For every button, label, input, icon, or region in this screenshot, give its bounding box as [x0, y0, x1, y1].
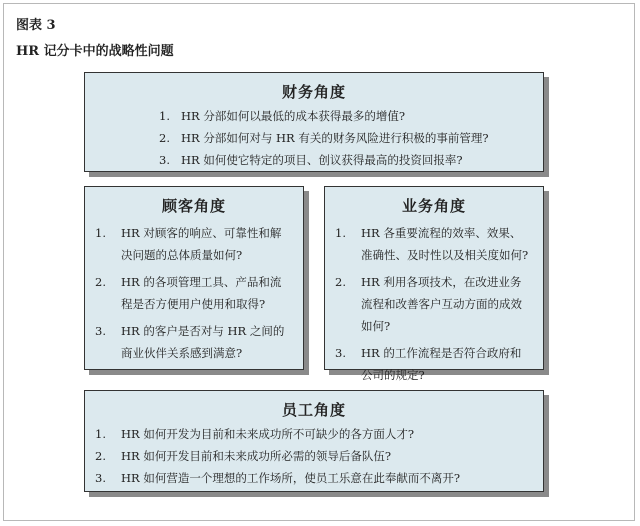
item-text: HR 的各项管理工具、产品和流程是否方便用户使用和取得? — [121, 275, 282, 311]
item-number: 2. — [159, 131, 170, 145]
item-number: 2. — [95, 275, 106, 289]
item-text: HR 如何开发目前和未来成功所必需的领导后备队伍? — [121, 449, 392, 463]
item-number: 1. — [335, 226, 346, 240]
item-text: HR 如何开发为目前和未来成功所不可缺少的各方面人才? — [121, 427, 415, 441]
item-number: 1. — [95, 226, 106, 240]
list-item — [85, 149, 543, 171]
item-number: 3. — [95, 471, 106, 485]
finance-question-list — [85, 105, 543, 171]
item-text: HR 分部如何以最低的成本获得最多的增值? — [181, 109, 406, 123]
list-item — [85, 127, 543, 149]
list-item — [85, 445, 543, 467]
customer-perspective-box — [84, 186, 304, 370]
item-text: HR 如何营造一个理想的工作场所，使员工乐意在此奉献而不离开? — [121, 471, 461, 485]
figure-title: HR 记分卡中的战略性问题 — [16, 44, 174, 59]
item-text: HR 的客户是否对与 HR 之间的商业伙伴关系感到满意? — [121, 324, 285, 360]
list-item — [325, 222, 543, 266]
item-text: HR 分部如何对与 HR 有关的财务风险进行积极的事前管理? — [181, 131, 489, 145]
item-text: HR 各重要流程的效率、效果、准确性、及时性以及相关度如何? — [361, 226, 529, 262]
customer-question-list — [85, 222, 303, 364]
business-perspective-box — [324, 186, 544, 382]
customer-perspective-title: 顾客角度 — [161, 197, 226, 215]
item-text: HR 如何使它特定的项目、创议获得最高的投资回报率? — [181, 153, 463, 167]
item-number: 3. — [335, 346, 346, 360]
list-item — [85, 105, 543, 127]
list-item — [85, 222, 303, 266]
item-number: 2. — [95, 449, 106, 463]
business-question-list — [325, 222, 543, 386]
figure-label: 图表 3 — [16, 18, 56, 33]
item-number: 2. — [335, 275, 346, 289]
finance-perspective-title: 财务角度 — [281, 83, 346, 101]
employee-perspective-box — [84, 390, 544, 492]
item-text: HR 利用各项技术，在改进业务流程和改善客户互动方面的成效如何? — [361, 275, 522, 333]
figure-frame — [3, 3, 635, 521]
business-perspective-title: 业务角度 — [401, 197, 466, 215]
list-item — [325, 342, 543, 386]
item-text: HR 对顾客的响应、可靠性和解决问题的总体质量如何? — [121, 226, 282, 262]
item-number: 3. — [159, 153, 170, 167]
list-item — [85, 467, 543, 489]
item-number: 1. — [159, 109, 170, 123]
item-number: 3. — [95, 324, 106, 338]
item-number: 1. — [95, 427, 106, 441]
employee-question-list — [85, 423, 543, 489]
list-item — [325, 271, 543, 337]
list-item — [85, 320, 303, 364]
employee-perspective-title: 员工角度 — [281, 401, 346, 419]
list-item — [85, 271, 303, 315]
item-text: HR 的工作流程是否符合政府和公司的规定? — [361, 346, 522, 382]
finance-perspective-box — [84, 72, 544, 172]
list-item — [85, 423, 543, 445]
